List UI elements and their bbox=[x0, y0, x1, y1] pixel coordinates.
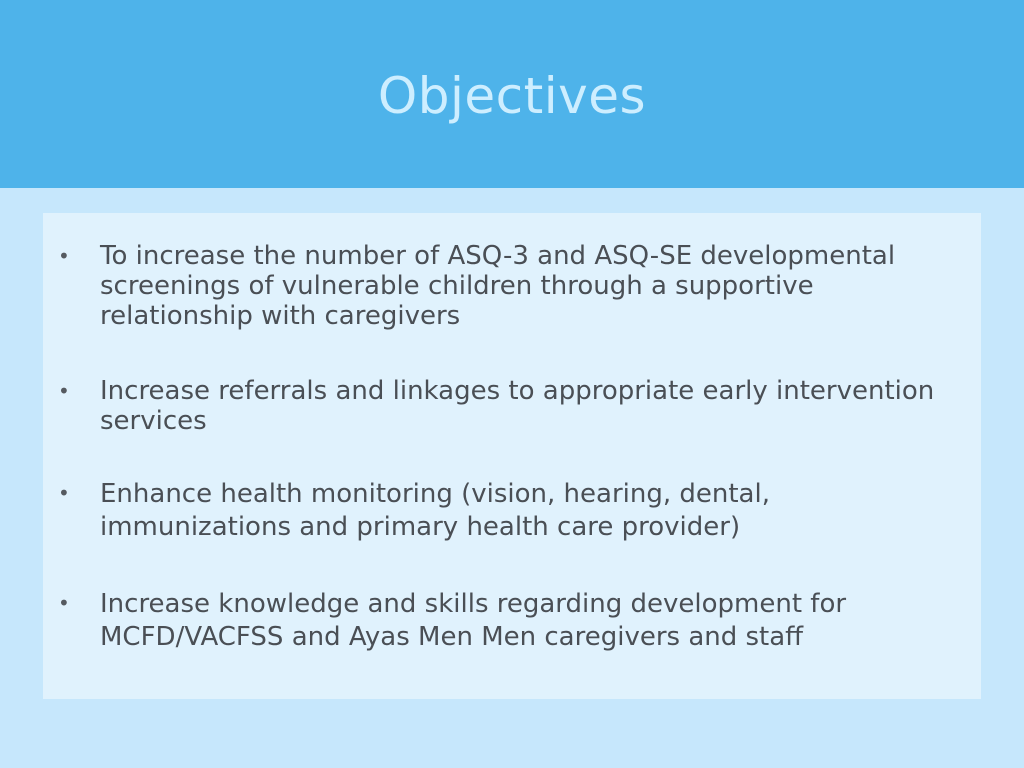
bullet-icon: • bbox=[58, 591, 70, 615]
bullet-text: To increase the number of ASQ-3 and ASQ-SE developmental screenings of vulnerable children through a supportive relationship with caregivers bbox=[100, 241, 896, 331]
bullet-icon: • bbox=[58, 244, 70, 268]
bullet-icon: • bbox=[58, 379, 70, 403]
bullet-icon: • bbox=[58, 481, 70, 505]
bullet-text: Increase knowledge and skills regarding development for MCFD/VACFSS and Ayas Men Men caregivers and staff bbox=[100, 589, 847, 652]
bullet-text: Enhance health monitoring (vision, hearing, dental, immunizations and primary health care provider) bbox=[100, 479, 770, 542]
bullet-text: Increase referrals and linkages to appropriate early intervention services bbox=[100, 376, 935, 436]
content-box bbox=[43, 213, 981, 699]
slide-title: Objectives bbox=[377, 67, 647, 125]
title-band bbox=[0, 0, 1024, 188]
